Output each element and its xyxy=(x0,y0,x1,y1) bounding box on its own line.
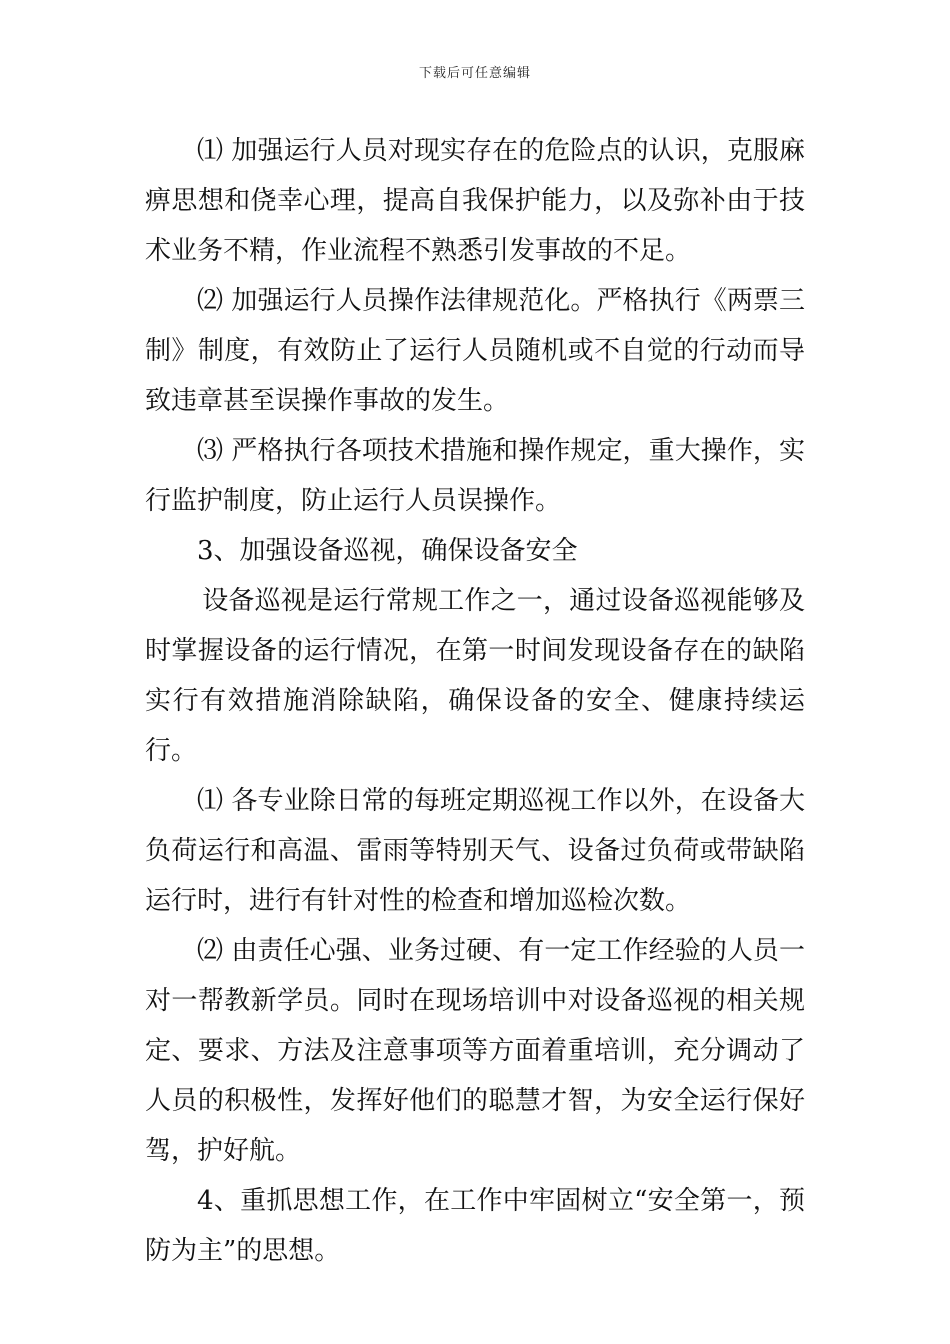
section-heading-3: 3、加强设备巡视，确保设备安全 xyxy=(197,536,578,566)
section-heading-4: 4、重抓思想工作，在工作中牢固树立“安全第一，预防为主”的思想。 xyxy=(145,1186,805,1266)
paragraph-5: 设备巡视是运行常规工作之一，通过设备巡视能够及时掌握设备的运行情况，在第一时间发现设备存在的缺陷实行有效措施消除缺陷，确保设备的安全、健康持续运行。 xyxy=(145,586,805,766)
paragraph-7: ⑵ 由责任心强、业务过硬、有一定工作经验的人员一对一帮教新学员。同时在现场培训中对设备巡视的相关规定、要求、方法及注意事项等方面着重培训，充分调动了人员的积极性，发挥好他们的聪慧才智，为安全运行保好驾，护好航。 xyxy=(145,936,805,1166)
page-header: 下载后可任意编辑 xyxy=(418,66,531,81)
document-body xyxy=(145,126,805,1276)
paragraph-1: ⑴ 加强运行人员对现实存在的危险点的认识，克服麻痹思想和侥幸心理，提高自我保护能力，以及弥补由于技术业务不精，作业流程不熟悉引发事故的不足。 xyxy=(145,136,805,266)
paragraph-6: ⑴ 各专业除日常的每班定期巡视工作以外，在设备大负荷运行和高温、雷雨等特别天气、设备过负荷或带缺陷运行时，进行有针对性的检查和增加巡检次数。 xyxy=(145,786,805,916)
paragraph-3: ⑶ 严格执行各项技术措施和操作规定，重大操作，实行监护制度，防止运行人员误操作。 xyxy=(145,436,805,516)
paragraph-2: ⑵ 加强运行人员操作法律规范化。严格执行《两票三制》制度，有效防止了运行人员随机或不自觉的行动而导致违章甚至误操作事故的发生。 xyxy=(145,286,805,416)
